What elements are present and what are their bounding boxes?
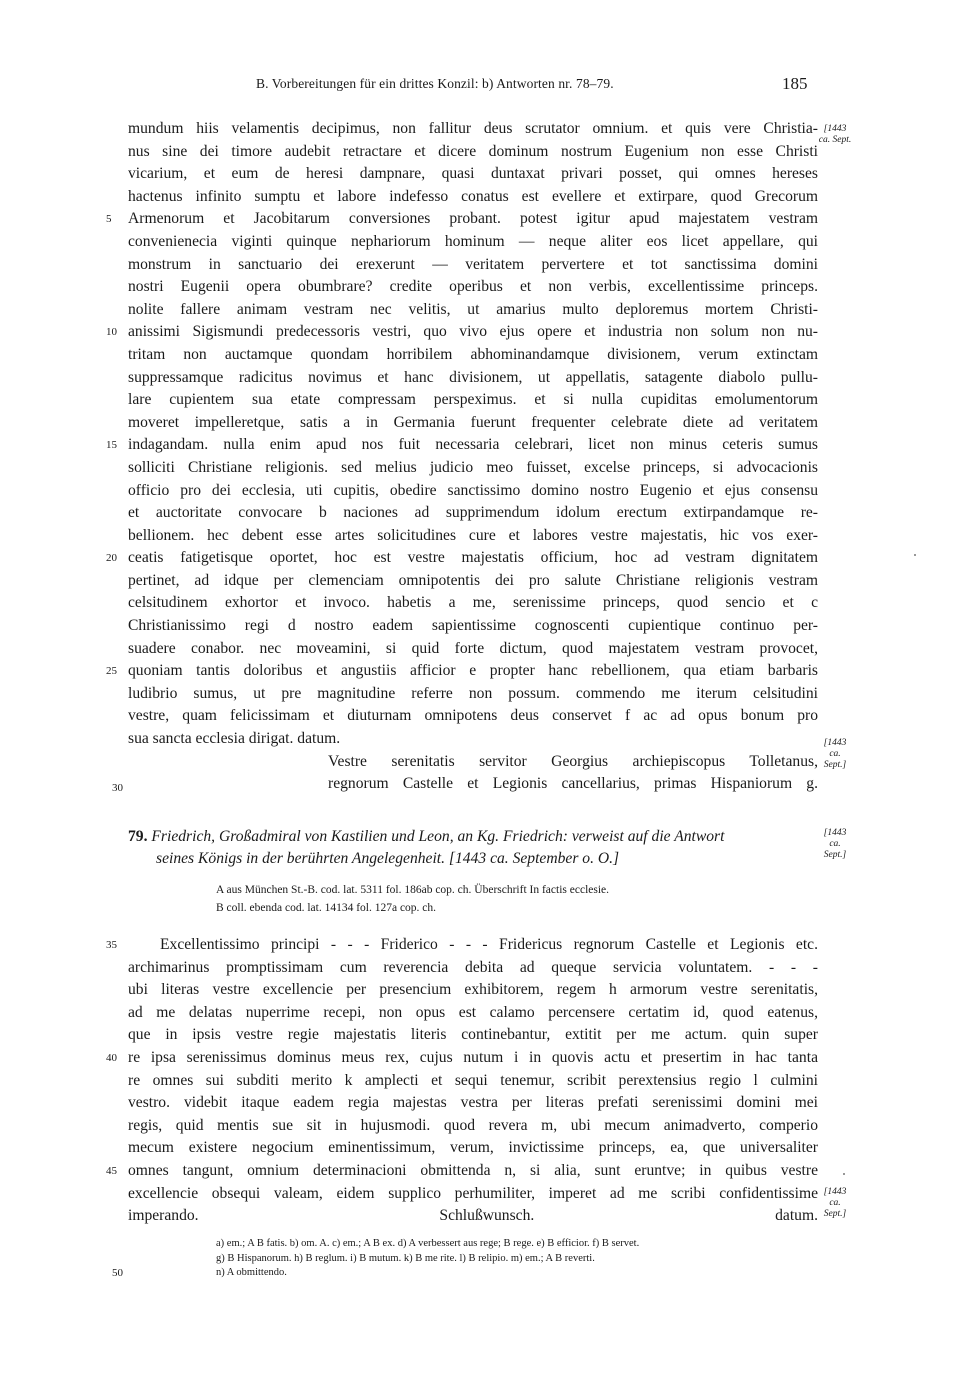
text-line: vestre, quam felicissimam et diuturnam omnipotens deus conservet f ac ad opus bonum pro xyxy=(128,707,818,725)
text-line: nolite fallere animam vestram nec velitis, ut amarius multo deploremus mortem Christi- xyxy=(128,300,818,318)
text-line: monstrum in sanctuario dei erexerunt — veritatem pervertere et tot sanctissima domini xyxy=(128,255,818,273)
text-line: vestro. videbit itaque eadem regia majestas vestra per literas prefati serenissimi domini mei xyxy=(128,1094,818,1112)
margin-date-note: [1443 ca. Sept.] xyxy=(823,738,847,770)
heading-line: 79. Friedrich, Großadmiral von Kastilien und Leon, an Kg. Friedrich: verweist auf die Antwort xyxy=(128,828,725,845)
text-line: tritam non auctamque quondam horribilem abhominandamque divisionem, verum extinctam xyxy=(128,345,818,363)
text-line: ubi literas vestre excellencie per presencium exhibitorem, regem h armorum vestre serenitatis, xyxy=(128,981,818,999)
text-line: regis, quid mentis sue sit in hujusmodi. quod revera m, ubi mecum animadverto, comperio xyxy=(128,1116,818,1134)
text-line: mundum hiis velamentis decipimus, non fallitur deus scrutator omnium. et quis vere Christia- xyxy=(128,120,818,137)
margin-date-note: [1443 ca. Sept. xyxy=(818,124,852,145)
text-line: 35 Excellentissimo principi - - - Friderico - - - Fridericus regnorum Castelle et Legionis etc. xyxy=(128,934,818,957)
source-line: A aus München St.-B. cod. lat. 5311 fol. 186ab cop. ch. Überschrift In factis ecclesie. xyxy=(216,884,610,896)
footnotes xyxy=(216,1237,639,1281)
line-number: 30 xyxy=(112,782,123,794)
document-79-heading xyxy=(128,826,818,870)
text-line: 5 Armenorum et Jacobitarum conversiones probant. potest igitur apud majestatem vestram xyxy=(128,208,818,231)
heading-line: seines Königs in der berührten Angelegenheit. [1443 ca. September o. O.] xyxy=(156,850,620,867)
text-line: 25 quoniam tantis doloribus et angustiis afficior e propter hanc rebellionem, qua etiam barbaris xyxy=(128,660,818,683)
source-line: B coll. ebenda cod. lat. 14134 fol. 127a cop. ch. xyxy=(216,902,437,914)
text-line: moveret impelleretque, satis a in Germania fuerunt frequenter celebrate diete ad veritatem xyxy=(128,413,818,431)
text-line: 10 anissimi Sigismundi predecessoris vestri, quo vivo ejus opere et industria non solum non nu- xyxy=(128,321,818,344)
text-line: officio pro dei ecclesia, uti cupitis, obedire sanctissimo domino nostro Eugenio et ejus consensu xyxy=(128,481,818,499)
text-line: ad me delatas nuperrime recepi, non opus est calamo percensere certatim id, quod eatenus, xyxy=(128,1003,818,1021)
running-header: B. Vorbereitungen für ein drittes Konzil: b) Antworten nr. 78–79. xyxy=(256,76,614,91)
text-line: celsitudinem exhortor et invoco. habetis a me, serenissime princeps, quod sencio et c xyxy=(128,594,818,612)
line-number: 10 xyxy=(106,326,117,339)
text-line: bellionem. hec debent esse artes solicitudines cure et labores vestre majestatis, hic vos exer- xyxy=(128,526,818,544)
line-number: 20 xyxy=(106,552,117,565)
text-line: nus sine dei timore audebit retractare et dicere dominum nostrum Eugenium non esse Christi xyxy=(128,142,818,160)
text-line: nostri Eugenii opera obumbrare? credite operibus et non verbis, excellentissime princeps. xyxy=(128,278,818,296)
text-line: 40 re ipsa serenissimus dominus meus rex, cujus nutum i in quovis actu et presertim in hac tanta xyxy=(128,1047,818,1070)
text-line: vicarium, et eum de heresi dampnare, quasi duntaxat privari posset, qui omnes hereses xyxy=(128,165,818,183)
scan-speck xyxy=(914,554,916,556)
text-line: sua sancta ecclesia dirigat. datum. xyxy=(128,730,341,748)
text-line: convenienecia viginti quinque nephariorum hominum — neque aliter eos licet appellare, qui xyxy=(128,232,818,250)
signature-line: Vestre serenitatis servitor Georgius archiepiscopus Tolletanus, xyxy=(328,752,818,770)
text-line: suadere conabor. nec moveamini, si quid forte dictum, quod majestatem vestram provocet, xyxy=(128,639,818,657)
text-line: 45 omnes tangunt, omnium determinacioni obmittenda n, si alia, sunt eruntve; in quibus vestre xyxy=(128,1160,818,1183)
text-line: hactenus infinito sumptu et labore indefesso conatus est evellere et extirpare, quod Grecorum xyxy=(128,187,818,205)
scan-speck xyxy=(843,1173,845,1175)
source-notes xyxy=(216,881,609,917)
letter-79-text xyxy=(106,934,818,1228)
page-number: 185 xyxy=(782,74,808,93)
text-line: imperando. Schlußwunsch. datum. xyxy=(128,1207,818,1225)
text-line: excellencie obsequi valeam, eidem supplico perhumiliter, imperet ad me scribi confidentissime xyxy=(128,1184,818,1202)
text-line: 20 ceatis fatigetisque oportet, hoc est vestre majestatis officium, hoc ad vestram dignitatem xyxy=(128,547,818,570)
text-line: lare cupientem sua etate compressam perspeximus. et si nulla cupiditas emolumentorum xyxy=(128,391,818,409)
footnote-line: n) A obmittendo. xyxy=(216,1267,287,1278)
text-line: et auctoritate convocare b naciones ad supprimendum idolum erectum extirpandamque re- xyxy=(128,504,818,522)
text-line: re omnes sui subditi merito k amplecti et sequi tenemur, scribit perextensius regio l culmini xyxy=(128,1071,818,1089)
text-line: que in ipsis vestre regie majestatis literis continebantur, extitit per me actum. quin super xyxy=(128,1026,818,1044)
document-number: 79. xyxy=(128,828,148,845)
line-number: 45 xyxy=(106,1164,117,1177)
line-number: 15 xyxy=(106,439,117,452)
margin-date-note: [1443 ca. Sept.] xyxy=(823,1187,847,1219)
text-line: Christianissimo regi d nostro eadem sapientissime cognoscenti cupientique continuo per- xyxy=(128,617,818,635)
text-line: pertinet, ad idque per clemenciam omnipotentis dei pro salute Christiane religionis vestram xyxy=(128,571,818,589)
text-line: solliciti Christiane religionis. sed melius judicio meo fuisset, excelse princeps, si advocacionis xyxy=(128,458,818,476)
line-number: 50 xyxy=(112,1267,123,1279)
text-line: archimarinus promptissimam cum reverencia debita ad queque servicia voluntatem. - - - xyxy=(128,958,818,976)
line-number: 5 xyxy=(106,213,112,226)
text-line: mecum existere negocium eminentissimum, verum, invictissime princeps, ea, que universaliter xyxy=(128,1139,818,1157)
signature-line: regnorum Castelle et Legionis cancellarius, primas Hispaniorum g. xyxy=(328,775,818,793)
text-line: suppressamque radicitus novimus et hanc divisionem, ut appellatis, satagente diabolo pullu- xyxy=(128,368,818,386)
footnote-line: a) em.; A B fatis. b) om. A. c) em.; A B ex. d) A verbessert aus rege; B rege. e) B efficior. f) B servet. xyxy=(216,1238,640,1249)
line-number: 40 xyxy=(106,1051,117,1064)
line-number: 35 xyxy=(106,939,117,951)
text-line: ludibrio sumus, ut pre magnitudine referre non possum. commendo me iterum celsitudini xyxy=(128,684,818,702)
margin-date-note: [1443 ca. Sept.] xyxy=(823,828,847,860)
line-number: 25 xyxy=(106,665,117,678)
text-line: 15 indagandam. nulla enim apud nos fuit necessaria celebrari, licet non minus ceteris sumus xyxy=(128,434,818,457)
footnote-line: g) B Hispanorum. h) B reglum. i) B mutum. k) B me rite. l) B relipio. m) em.; A B reverti. xyxy=(216,1252,595,1264)
